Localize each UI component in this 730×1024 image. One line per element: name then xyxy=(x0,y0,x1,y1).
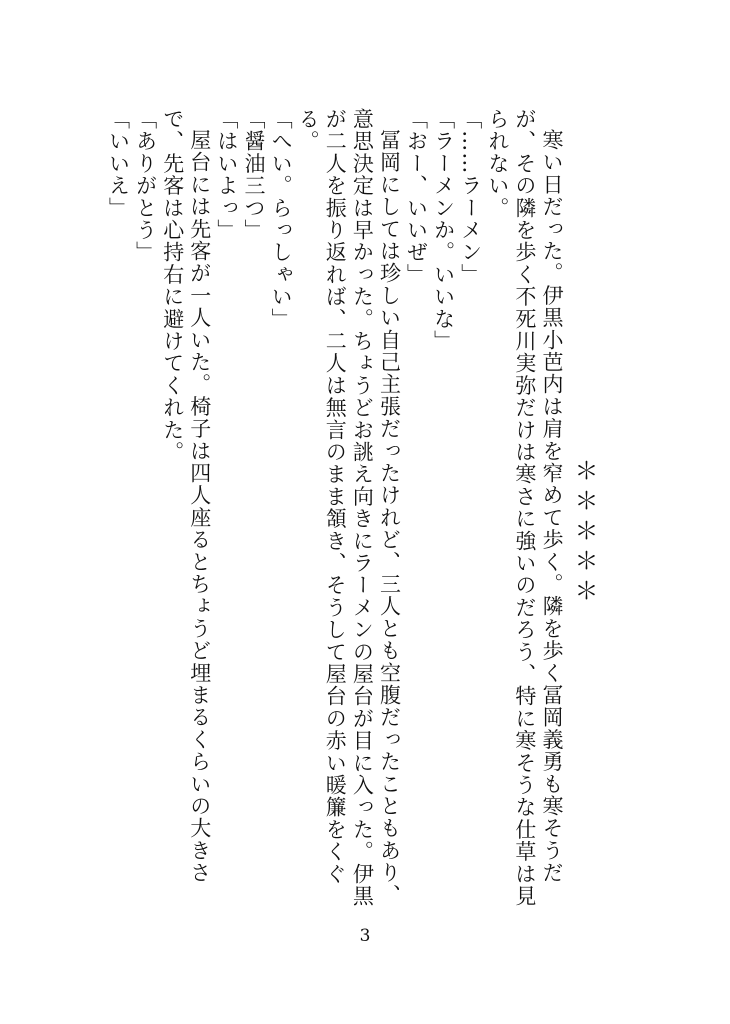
dialogue-line: 「ありがとう」 xyxy=(133,108,158,264)
narration-paragraph: 冨岡にしては珍しい自己主張だったけれど、三人とも空腹だったこともあり、意思決定は早かった。ちょうどお誂え向きにラーメンの屋台が目に入った。伊黒が二人を振り返れば、二人は無言のまま頷き、そうして屋台の赤い暖簾をくぐる。 xyxy=(296,108,402,908)
dialogue-line: 「ラーメンか。いいな」 xyxy=(431,108,456,353)
dialogue-line: 「醤油三つ」 xyxy=(241,108,266,242)
dialogue-line: 「へい。らっしゃい」 xyxy=(269,108,294,330)
dialogue-line: 「はいよっ」 xyxy=(214,108,239,242)
page-number: 3 xyxy=(359,926,371,946)
dialogue-line: 「……ラーメン」 xyxy=(458,108,483,286)
narration-paragraph: 寒い日だった。伊黒小芭内は肩を窄めて歩く。隣を歩く冨岡義勇も寒そうだが、その隣を歩く不死川実弥だけは寒さに強いのだろう、特に寒そうな仕草は見られない。 xyxy=(485,108,564,908)
section-break: ＊＊＊＊＊ xyxy=(570,458,598,608)
dialogue-line: 「おー、いいぜ」 xyxy=(404,108,429,286)
dialogue-line: 「いいえ」 xyxy=(106,108,131,219)
narration-paragraph: 屋台には先客が一人いた。椅子は四人座るとちょうど埋まるくらいの大きさで、先客は心持右に避けてくれた。 xyxy=(160,108,212,884)
vertical-body-text xyxy=(104,108,565,928)
